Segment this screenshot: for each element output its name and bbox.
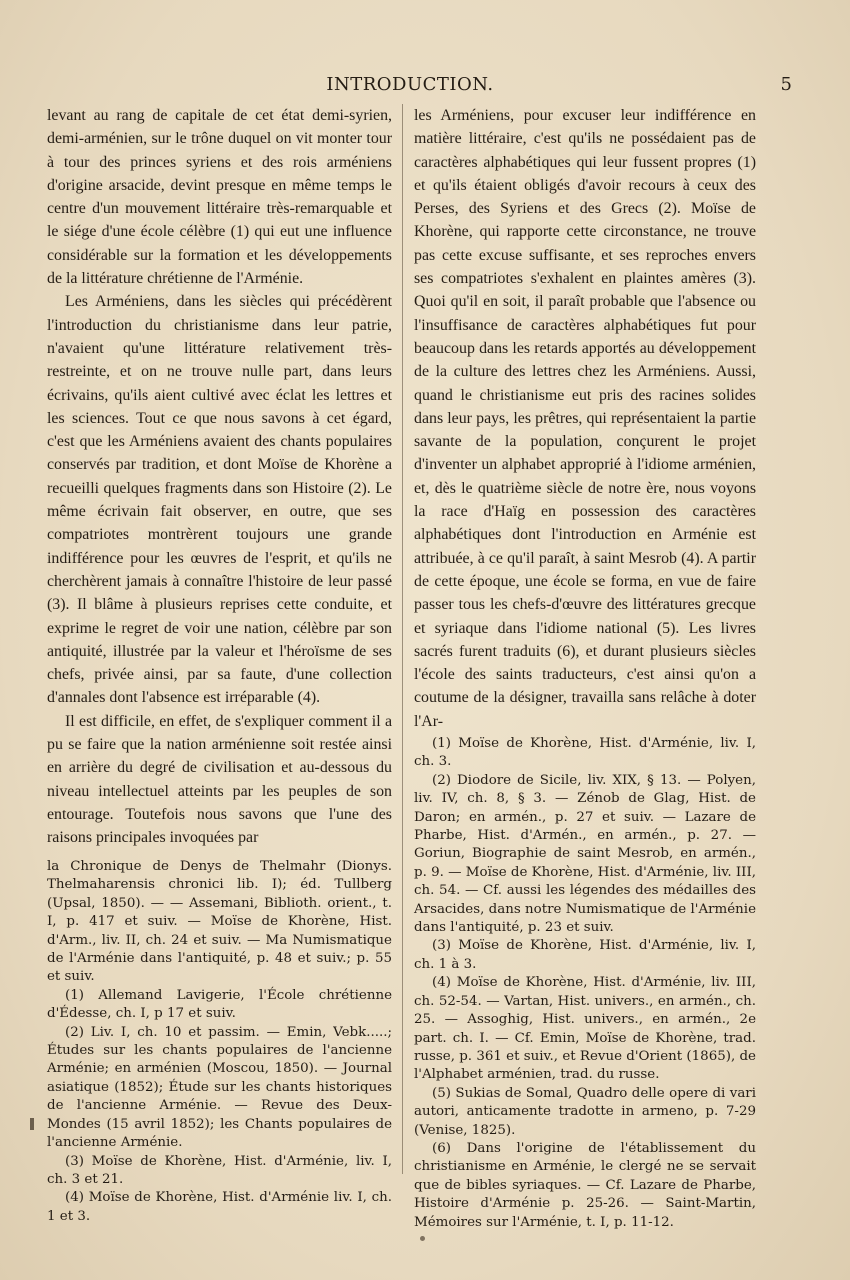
left-footnotes	[47, 858, 392, 1226]
footnote-right-3: (3) Moïse de Khorène, Hist. d'Arménie, liv. I, ch. 1 à 3.	[414, 938, 756, 972]
page-number: 5	[780, 74, 792, 95]
left-column-text	[47, 104, 392, 850]
footnote-right-5: (5) Sukias de Somal, Quadro delle opere di vari autori, anticamente tradotte in armeno, p. 7-29 (Venise, 1825).	[414, 1085, 756, 1138]
footnote-left-1: (1) Allemand Lavigerie, l'École chrétienne d'Édesse, ch. I, p 17 et suiv.	[47, 987, 392, 1022]
left-paragraph-1: levant au rang de capitale de cet état demi-syrien, demi-arménien, sur le trône duquel on vit monter tour à tour des princes syriens et des rois arméniens d'origine arsacide, devint presque en même temps le centre d'un mouvement littéraire très-remarquable et le siége d'une école célèbre (1) qui eut une influence considérable sur la formation et les développements de la littérature chrétienne de l'Arménie.	[47, 107, 392, 288]
footnote-right-2: (2) Diodore de Sicile, liv. XIX, § 13. — Polyen, liv. IV, ch. 8, § 3. — Zénob de Glag, Hist. de Daron; en armén., p. 27 et suiv. — Lazare de Pharbe, Hist. d'Armén., en armén., p. 27. — Goriun, Biographie de saint Mesrob, en armén., p. 9. — Moïse de Khorène, Hist. d'Arménie, liv. III, ch. 54. — Cf. aussi les légendes des médailles des Arsacides, dans notre Numismatique de l'Arménie dans l'antiquité, p. 23 et suiv.	[414, 772, 756, 936]
footnote-right-4: (4) Moïse de Khorène, Hist. d'Arménie, liv. III, ch. 52-54. — Vartan, Hist. univers., en armén., ch. 25. — Assoghig, Hist. univers., en armén., 2e part. ch. I. — Cf. Emin, Moïse de Khorène, trad. russe, p. 361 et suiv., et Revue d'Orient (1865), de l'Alphabet arménien, trad. du russe.	[414, 975, 756, 1083]
running-head-title: INTRODUCTION.	[326, 74, 494, 95]
ink-mark	[30, 1118, 34, 1130]
left-paragraph-2: Les Arméniens, dans les siècles qui précédèrent l'introduction du christianisme dans leur patrie, n'avaient qu'une littérature relativement très-restreinte, et on ne trouve nulle part, dans leurs écrivains, qu'ils aient cultivé avec éclat les lettres et les sciences. Tout ce que nous savons à cet égard, c'est que les Arméniens avaient des chants populaires conservés par tradition, et dont Moïse de Khorène a recueilli quelques fragments dans son Histoire (2). Le même écrivain fait observer, en outre, que ses compatriotes montrèrent toujours une grande indifférence pour les œuvres de l'esprit, et qu'ils ne cherchèrent jamais à connaître l'histoire de leur passé (3). Il blâme à plusieurs reprises cette conduite, et exprime le regret de voir une nation, célèbre par son antiquité, illustrée par la valeur et l'héroïsme de ses chefs, privée ainsi, par sa faute, d'une collection d'annales dont l'absence est irréparable (4).	[47, 293, 392, 707]
footnote-right-6: (6) Dans l'origine de l'établissement du christianisme en Arménie, le clergé ne se servait que de bibles syriaques. — Cf. Lazare de Pharbe, Histoire d'Arménie p. 25-26. — Saint-Martin, Mémoires sur l'Arménie, t. I, p. 11-12.	[414, 1140, 756, 1230]
right-column-text	[414, 104, 756, 733]
footnote-right-1: (1) Moïse de Khorène, Hist. d'Arménie, liv. I, ch. 3.	[414, 736, 756, 770]
ink-spot	[420, 1236, 425, 1241]
right-footnotes	[414, 735, 756, 1232]
right-paragraph-1: les Arméniens, pour excuser leur indifférence en matière littéraire, c'est qu'ils ne possédaient pas de caractères alphabétiques qui leur fussent propres (1) et qu'ils étaient obligés d'avoir recours à ceux des Perses, des Syriens et des Grecs (2). Moïse de Khorène, qui rapporte cette circonstance, ne trouve pas cette excuse suffisante, et ses reproches envers ses compatriotes s'exhalent en plaintes amères (3). Quoi qu'il en soit, il paraît probable que l'absence ou l'insuffisance de caractères alphabétiques fut pour beaucoup dans les retards apportés au développement de la culture des lettres chez les Arméniens. Aussi, quand le christianisme eut pris des racines solides dans leur pays, les prêtres, qui représentaient la partie savante de la population, conçurent le projet d'inventer un alphabet approprié à l'idiome arménien, et, dès le quatrième siècle de notre ère, nous voyons la race d'Haïg en possession des caractères alphabétiques dont l'introduction en Arménie est attribuée, à ce qu'il paraît, à saint Mesrob (4). A partir de cette époque, une école se forma, en vue de faire passer tous les chefs-d'œuvre des littératures grecque et syriaque dans l'idiome national (5). Les livres sacrés furent traduits (6), et durant plusieurs siècles l'école des saints traducteurs, c'est ainsi qu'on a coutume de la désigner, travailla sans relâche à doter l'Ar-	[414, 107, 756, 730]
footnote-left-3: (3) Moïse de Khorène, Hist. d'Arménie, liv. I, ch. 3 et 21.	[47, 1153, 392, 1187]
footnote-left-2: (2) Liv. I, ch. 10 et passim. — Emin, Vebk.....; Études sur les chants populaires de l'ancienne Arménie; en arménien (Moscou, 1850). — Journal asiatique (1852); Étude sur les chants historiques de l'ancienne Arménie. — Revue des Deux-Mondes (15 avril 1852); les Chants populaires de l'ancienne Arménie.	[47, 1024, 392, 1151]
footnote-continuation: la Chronique de Denys de Thelmahr (Dionys. Thelmaharensis chronici lib. I); éd. Tullberg (Upsal, 1850). — — Assemani, Biblioth. orient., t. I, p. 417 et suiv. — Moïse de Khorène, Hist. d'Arm., liv. II, ch. 24 et suiv. — Ma Numismatique de l'Arménie dans l'antiquité, p. 48 et suiv.; p. 55 et suiv.	[47, 859, 392, 985]
left-paragraph-3: Il est difficile, en effet, de s'expliquer comment il a pu se faire que la nation arménienne soit restée ainsi en arrière du degré de civilisation et au-dessous du niveau intellectuel atteints par les peuples de son entourage. Toutefois nous savons que l'une des raisons principales invoquées par	[47, 712, 392, 847]
footnote-left-4: (4) Moïse de Khorène, Hist. d'Arménie liv. I, ch. 1 et 3.	[47, 1190, 392, 1224]
column-divider	[402, 104, 403, 1174]
